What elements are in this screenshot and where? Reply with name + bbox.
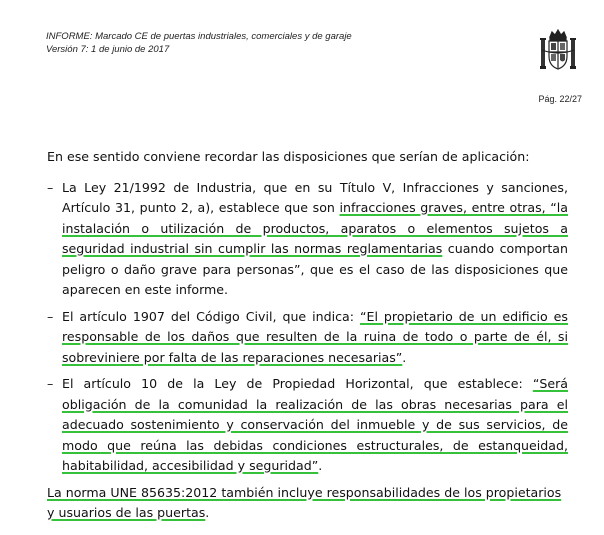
- final-paragraph: [47, 483, 568, 524]
- underlined-citation: “El propietario de un edificio es responsable de los daños que resulten de la ruina de todo o parte de él, si sobreviniere por falta de las reparaciones necesarias”: [62, 308, 568, 365]
- underlined-citation: infracciones graves, entre otras, “la instalación o utilización de productos, aparatos o elementos sujetos a seguridad industrial sin cumplir las normas reglamentarias: [62, 200, 569, 256]
- coat-of-arms-icon: [538, 28, 578, 74]
- intro-paragraph: En ese sentido conviene recordar las disposiciones que serían de aplicación:: [47, 149, 530, 164]
- dispositions-list: [47, 178, 568, 477]
- item-text: La Ley 21/1992 de Industria, que en su Título V, Infracciones y sanciones, Artículo 31, punto 2, a), establece que son: [62, 179, 568, 215]
- page-number: Pág. 22/27: [538, 94, 582, 104]
- item-text: El artículo 10 de la Ley de Propiedad Horizontal, que establece:: [62, 376, 533, 391]
- underlined-citation: La norma UNE 85635:2012 también incluye responsabilidades de los propietarios y usuarios de las puertas: [47, 484, 562, 520]
- item-text: .: [205, 505, 210, 520]
- list-item: [47, 307, 568, 369]
- list-item: [47, 178, 568, 301]
- item-text: cuando comportan peligro o daño grave para personas”, que es el caso de las disposiciones que aparecen en este informe.: [62, 241, 568, 297]
- document-body: [47, 147, 568, 524]
- document-header: [46, 30, 352, 56]
- item-text: .: [318, 458, 323, 473]
- item-text: El artículo 1907 del Código Civil, que indica:: [62, 308, 360, 324]
- header-version: Versión 7: 1 de junio de 2017: [46, 44, 170, 55]
- underlined-citation: “Será obligación de la comunidad la realización de las obras necesarias para el adecuado sostenimiento y conservación del inmueble y de sus servicios, de modo que reúna las debidas condiciones estructurales, de estanqueidad, habitabilidad, accesibilidad y seguridad”: [62, 376, 568, 473]
- list-item: [47, 374, 568, 477]
- item-text: .: [402, 349, 407, 365]
- header-title: INFORME: Marcado CE de puertas industriales, comerciales y de garaje: [46, 31, 352, 42]
